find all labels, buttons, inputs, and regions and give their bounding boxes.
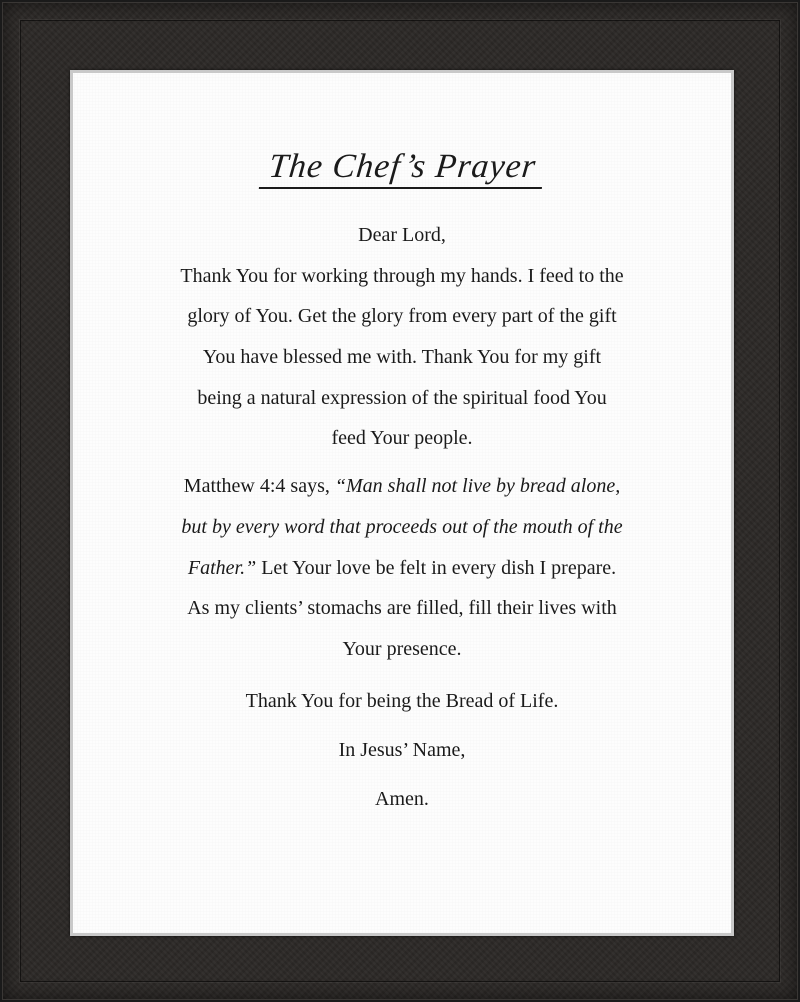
greeting: Dear Lord, — [358, 224, 446, 246]
paragraph-gap — [73, 670, 731, 677]
paragraph-1-line: You have blessed me with. Thank You for my gift — [202, 346, 602, 369]
prayer-title: The Chef’s Prayer — [258, 147, 545, 189]
paragraph-2 — [73, 466, 731, 669]
frame-mat — [70, 70, 734, 936]
paragraph-2-line: As my clients’ stomachs are filled, fill their lives with — [187, 597, 617, 620]
paragraph-1 — [73, 256, 731, 459]
prayer-paper — [73, 73, 731, 933]
scripture-quote: “Man shall not live by bread alone, — [334, 475, 621, 498]
paragraph-2-line — [73, 548, 731, 589]
thanks-line: Thank You for being the Bread of Life. — [245, 689, 559, 712]
amen-line: Amen. — [375, 787, 429, 810]
paragraph-1-line: glory of You. Get the glory from every part of the gift — [187, 305, 617, 328]
paragraph-1-line: Thank You for working through my hands. I feed to the — [180, 264, 624, 287]
paragraph-2-text: Let Your love be felt in every dish I prepare. — [256, 556, 617, 579]
paragraph-gap — [73, 459, 731, 466]
paragraph-1-line: feed Your people. — [331, 427, 473, 450]
paragraph-2-line — [73, 466, 731, 507]
prayer-body — [73, 215, 731, 824]
closing-line: In Jesus’ Name, — [338, 738, 466, 761]
paragraph-1-line: being a natural expression of the spiritual food You — [197, 386, 607, 409]
scripture-quote: Father.” — [187, 556, 257, 579]
title-block — [73, 147, 731, 189]
scripture-reference: Matthew 4:4 says, — [183, 475, 335, 498]
scripture-quote: but by every word that proceeds out of the mouth of the — [181, 515, 623, 538]
paragraph-2-line: Your presence. — [342, 637, 462, 660]
